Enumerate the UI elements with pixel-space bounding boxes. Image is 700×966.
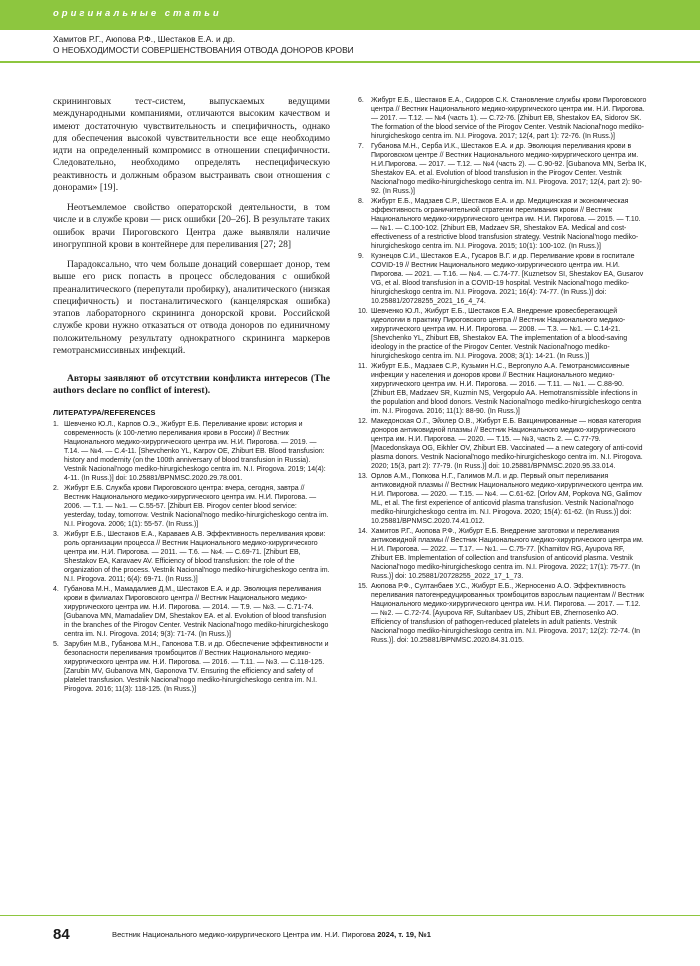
reference-text: Жибурт Е.Б. Служба крови Пироговского центра: вчера, сегодня, завтра // Вестник Национального медико-хирургического центра им. Н.И. Пирогова. — 2006. — Т.1. — №1. — С.55-57. [Zhiburt EB. Pirogov center blood service: yesterday, today, tomorrow. Vestnik Nacional'nogo mediko-hirurgicheskogo centra im. N.I. Pirogova. 2006; 1(1): 55-57. (In Russ.)] bbox=[64, 484, 329, 528]
reference-text: Македонская О.Г., Эйхлер О.В., Жибурт Е.Б. Вакцинированные — новая категория доноров антиковидной плазмы // Вестник Национального медико-хирургического центра им. Н.И. Пирогова. — 2020. — Т.15. — №3, часть 2. — С.77-79. [Macedonskaya OG, Eikhler OV, Zhiburt EB. Vaccinated — a new category of anti-covid plasma donors. Vestnik Nacional'nogo mediko-hirurgicheskogo centra im. N.I. Pirogova. 2020; 15(3, part 2): 77-79. (In Russ.)] doi: 10.25881/BPNMSC.2020.95.33.014. bbox=[371, 418, 643, 470]
journal-footer bbox=[112, 930, 652, 939]
reference-item bbox=[358, 582, 648, 645]
reference-item bbox=[358, 197, 648, 251]
reference-text: Шевченко Ю.Л., Жибурт Е.Б., Шестаков Е.А. Внедрение кровесберегающей идеологии в практику Пироговского центра // Вестник Национального медико-хирургического центра им. Н.И. Пирогова. — 2008. — Т.3. — №1. — С.14-21. [Shevchenko YL, Zhiburt EB, Shestakov EA. The implementation of a blood-saving ideology in the practice of the Pirogov Center. Vestnik Nacional'nogo mediko-hirurgicheskogo centra im. N.I. Pirogova. 2008; 3(1): 14-21. (In Russ.)] bbox=[371, 308, 628, 360]
reference-item bbox=[358, 307, 648, 361]
reference-number: 3. bbox=[53, 530, 59, 538]
reference-list-right bbox=[358, 96, 648, 645]
reference-item bbox=[53, 585, 330, 639]
reference-list-left bbox=[53, 420, 330, 694]
body-paragraph: скрининговых тест-систем, выпускаемых ведущими международными компаниями, отличаются высоким качеством и имеют достаточную чувствительность и специфичность, однако для обеспечения высокой чувствительности все еще необходимо идти на определенный компромисс в отношении специфичности. Следовательно, необходимо определять неспецифическую реактивность и должным образом выстраивать свои отношения с донорами» [19]. bbox=[53, 96, 330, 193]
reference-item bbox=[358, 142, 648, 196]
reference-number: 10. bbox=[358, 308, 368, 315]
reference-text: Кузнецов С.И., Шестаков Е.А., Гусаров В.Г. и др. Переливание крови в госпитале COVID-19 // Вестник Национального медико-хирургического центра им. Н.И. Пирогова. — 2021. — Т.16. — №4. — С.74-77. [Kuznetsov SI, Shestakov EA, Gusarov VG, et al. Blood transfusion in a COVID-19 hospital. Vestnik Nacional'nogo mediko-hirurgicheskogo centra im. N.I. Pirogova. 2021; 16(4): 74-77. (In Russ.)] doi: 10.25881/20728255_2021_16_4_74. bbox=[371, 253, 644, 305]
reference-item bbox=[53, 640, 330, 694]
reference-item bbox=[358, 527, 648, 581]
running-title: О НЕОБХОДИМОСТИ СОВЕРШЕНСТВОВАНИЯ ОТВОДА ДОНОРОВ КРОВИ bbox=[53, 45, 354, 55]
reference-item bbox=[53, 530, 330, 584]
reference-number: 4. bbox=[53, 585, 59, 593]
reference-text: Жибурт Е.Б., Шестаков Е.А., Сидоров С.К. Становление службы крови Пироговского центра // Вестник Национального медико-хирургического центра им. Н.И. Пирогова. — 2017. — Т.12. — №4 (часть 1). — С.72-76. [Zhiburt EB, Shestakov EA, Sidorov SK. The formation of the blood service of the Pirogov Center. Vestnik Nacional'nogo mediko-hirurgicheskogo centra im. N.I. Pirogova. 2017; 12(4, part 1): 72-76. (In Russ.)] bbox=[371, 97, 647, 140]
reference-number: 6. bbox=[358, 97, 364, 104]
reference-number: 8. bbox=[358, 198, 364, 205]
reference-text: Орлов А.М., Попкова Н.Г., Галимов М.Л. и др. Первый опыт переливания антиковидной плазмы // Вестник Национального медико-хирургического центра им. Н.И. Пирогова. — 2020. — Т.15. — №4. — С.61-62. [Orlov AM, Popkova NG, Galimov ML, et al. The first experience of anticovid plasma transfusion. Vestnik Nacional'nogo mediko-hirurgicheskogo centra im. N.I. Pirogova. 2020; 15(4): 61-62. (In Russ.)] doi: 10.25881/BPNMSC.2020.74.41.012. bbox=[371, 473, 644, 525]
reference-number: 11. bbox=[358, 363, 368, 370]
reference-text: Губанова М.Н., Мамадалиев Д.М., Шестаков Е.А. и др. Эволюция переливания крови в филиалах Пироговского центра // Вестник Национального медико-хирургического центра им. Н.И. Пирогова. — 2014. — Т.9. — №3. — С.71-74. [Gubanova MN, Mamadaliev DM, Shestakov EA. et al. Evolution of blood transfusion in the branches of the Pirogov Center. Vestnik Nacional'nogo mediko-hirurgicheskogo centra im. N.I. Pirogova. 2014; 9(3): 71-74. (In Russ.)] bbox=[64, 585, 329, 638]
reference-text: Аюпова Р.Ф., Султанбаев У.С., Жибурт Е.Б., Жерносенко А.О. Эффективность переливания патогенредуцированных тромбоцитов взрослым пациентам // Вестник Национального медико-хирургического центра им. Н.И. Пирогова. — 2017. — Т.12. — №2. — С.72-74. [Ayupova RF, Sultanbaev US, Zhiburt EB, Zhernosenko AO. Efficiency of transfusion of pathogen-reduced platelets in adult patients. Vestnik Nacional'nogo mediko-hirurgicheskogo centra im. N.I. Pirogova. 2017; 12(2): 72-74. (In Russ.)]. doi: 10.25881/BPNMSC.2020.84.31.015. bbox=[371, 583, 644, 644]
reference-number: 7. bbox=[358, 143, 364, 150]
reference-text: Губанова М.Н., Серба И.К., Шестаков Е.А. и др. Эволюция переливания крови в Пироговском центре // Вестник Национального медико-хирургического центра им. Н.И.Пирогова. — 2017. — Т.12. — №4 (часть 2). — С.90-92. [Gubanova MN, Serba IK, Shestakov EA. et al. Evolution of blood transfusion in the Pirogov Center. Vestnik Nacional'nogo mediko-hirurgicheskogo centra im. N.I. Pirogova. 2017; 12(4, part 2): 90-92. (In Russ.)] bbox=[371, 143, 647, 195]
section-label: оригинальные статьи bbox=[53, 8, 222, 19]
reference-number: 14. bbox=[358, 528, 368, 535]
reference-number: 13. bbox=[358, 473, 368, 480]
reference-number: 9. bbox=[358, 253, 364, 260]
reference-number: 5. bbox=[53, 640, 59, 648]
reference-item bbox=[53, 420, 330, 483]
reference-text: Жибурт Е.Б., Шестаков Е.А., Караваев А.В. Эффективность переливания крови: роль организации процесса // Вестник Национального медико-хирургического центра им. Н.И. Пирогова. — 2011. — Т.6. — №4. — С.69-71. [Zhiburt EB, Shestakov EA, Karavaev AV. Efficiency of blood transfusion: the role of the organization of the process. Vestnik Nacional'nogo mediko-hirurgicheskogo centra im. N.I. Pirogova. 2011; 6(4): 69-71. (In Russ.)] bbox=[64, 530, 330, 583]
reference-item bbox=[358, 96, 648, 141]
journal-name: Вестник Национального медико-хирургического Центра им. Н.И. Пирогова bbox=[112, 930, 376, 939]
right-column bbox=[358, 96, 648, 646]
reference-text: Хамитов Р.Г., Аюпова Р.Ф., Жибурт Е.Б. Внедрение заготовки и переливания антиковидной плазмы // Вестник Национального медико-хирургического центра им. Н.И. Пирогова. — 2022. — Т.17. — №1. — С.75-77. [Khamitov RG, Ayupova RF, Zhiburt EB. Implementation of collection and transfusion of anticovid plasma. Vestnik Nacional'nogo mediko-hirurgicheskogo centra im. N.I. Pirogova. 2022; 17(1): 75-77. (In Russ.)] doi: 10.25881/20728255_2022_17_1_73. bbox=[371, 528, 644, 580]
footer-divider bbox=[0, 915, 700, 916]
reference-text: Жибурт Е.Б., Мадзаев С.Р., Шестаков Е.А. и др. Медицинская и экономическая эффективность ограничительной стратегии переливания крови // Вестник Национального медико-хирургического центра им. Н.И. Пирогова. — 2015. — Т.10. — №1. — С.100-102. [Zhiburt EB, Madzaev SR, Shestakov EA. Medical and cost-effectiveness of a restrictive blood transfusion strategy. Vestnik Nacional'nogo mediko-hirurgicheskogo centra im. N.I. Pirogova. 2015; 10(1): 100-102. (In Russ.)] bbox=[371, 198, 641, 250]
reference-number: 1. bbox=[53, 420, 59, 428]
conflict-statement: Авторы заявляют об отсутствии конфликта интересов (The authors declare no conflict of interest). bbox=[53, 373, 330, 397]
reference-number: 15. bbox=[358, 583, 368, 590]
reference-item bbox=[53, 484, 330, 529]
reference-number: 12. bbox=[358, 418, 368, 425]
reference-item bbox=[358, 417, 648, 471]
reference-item bbox=[358, 252, 648, 306]
references-heading: ЛИТЕРАТУРА/REFERENCES bbox=[53, 407, 156, 417]
page-number: 84 bbox=[53, 926, 70, 943]
body-paragraph: Парадоксально, что чем больше донаций совершает донор, тем выше его риск попасть в процесс обследования с ошибкой преаналитического (перепутали пробирку), аналитического (низкая специфичность) и постаналитического (канцелярская ошибка) этапов лабораторного скрининга донорской крови. Российской службе крови нужно отказаться от отвода доноров по единичному положительному результату однократного скрининга маркеров гемотрансмиссивных инфекций. bbox=[53, 259, 330, 356]
section-header-band bbox=[0, 0, 700, 30]
reference-text: Жибурт Е.Б., Мадзаев С.Р., Кузьмин Н.С., Вергопуло А.А. Гемотрансмиссивные инфекции у населения и доноров крови // Вестник Национального медико-хирургического центра им. Н.И. Пирогова. — 2016. — Т.11. — №1. — С.88-90. [Zhiburt EB, Madzaev SR, Kuzmin NS, Vergopulo AA. Hemotransmissible infections in the population and blood donors. Vestnik Nacional'nogo mediko-hirurgicheskogo centra im. N.I. Pirogova. 2016; 11(1): 88-90. (In Russ.)] bbox=[371, 363, 642, 415]
reference-item bbox=[358, 362, 648, 416]
reference-item bbox=[358, 472, 648, 526]
reference-text: Зарубин М.В., Губанова М.Н., Гапонова Т.В. и др. Обеспечение эффективности и безопасности переливания тромбоцитов // Вестник Национального медико-хирургического центра им. Н.И. Пирогова. — 2016. — Т.11. — №3. — С.118-125. [Zarubin MV, Gubanova MN, Gaponova TV. Ensuring the efficiency and safety of platelet transfusion. Vestnik Nacional'nogo mediko-hirurgicheskogo centra im. N.I. Pirogova. 2016; 11(3): 118-125. (In Russ.)] bbox=[64, 640, 329, 693]
reference-text: Шевченко Ю.Л., Карпов О.Э., Жибурт Е.Б. Переливание крови: история и современность (к 100-летию переливания крови в России) // Вестник Национального медико-хирургического центра им. Н.И. Пирогова. — 2019. — Т.14. — №4. — С.4-11. [Shevchenko YL, Karpov OE, Zhiburt EB. Blood transfusion: history and modernity (on the 100th anniversary of blood transfusion in Russia). Vestnik Nacional'nogo mediko-hirurgicheskogo centra im. N.I. Pirogova. 2019; 14(4): 4-11. (In Russ.)] doi: 10.25881/BPNMSC.2020.29.78.001. bbox=[64, 420, 326, 482]
header-divider bbox=[0, 61, 700, 63]
reference-number: 2. bbox=[53, 484, 59, 492]
running-authors: Хамитов Р.Г., Аюпова Р.Ф., Шестаков Е.А. и др. bbox=[53, 34, 235, 44]
left-column bbox=[53, 96, 330, 695]
journal-issue: 2024, т. 19, №1 bbox=[377, 930, 431, 939]
body-paragraph: Неотъемлемое свойство операторской деятельности, в том числе и в службе крови — риск ошибки [20–26]. В результате таких ошибок врачи Пироговского Центра даже выявляли наличие иногруппной крови в контейнере для переливания [27; 28] bbox=[53, 202, 330, 250]
